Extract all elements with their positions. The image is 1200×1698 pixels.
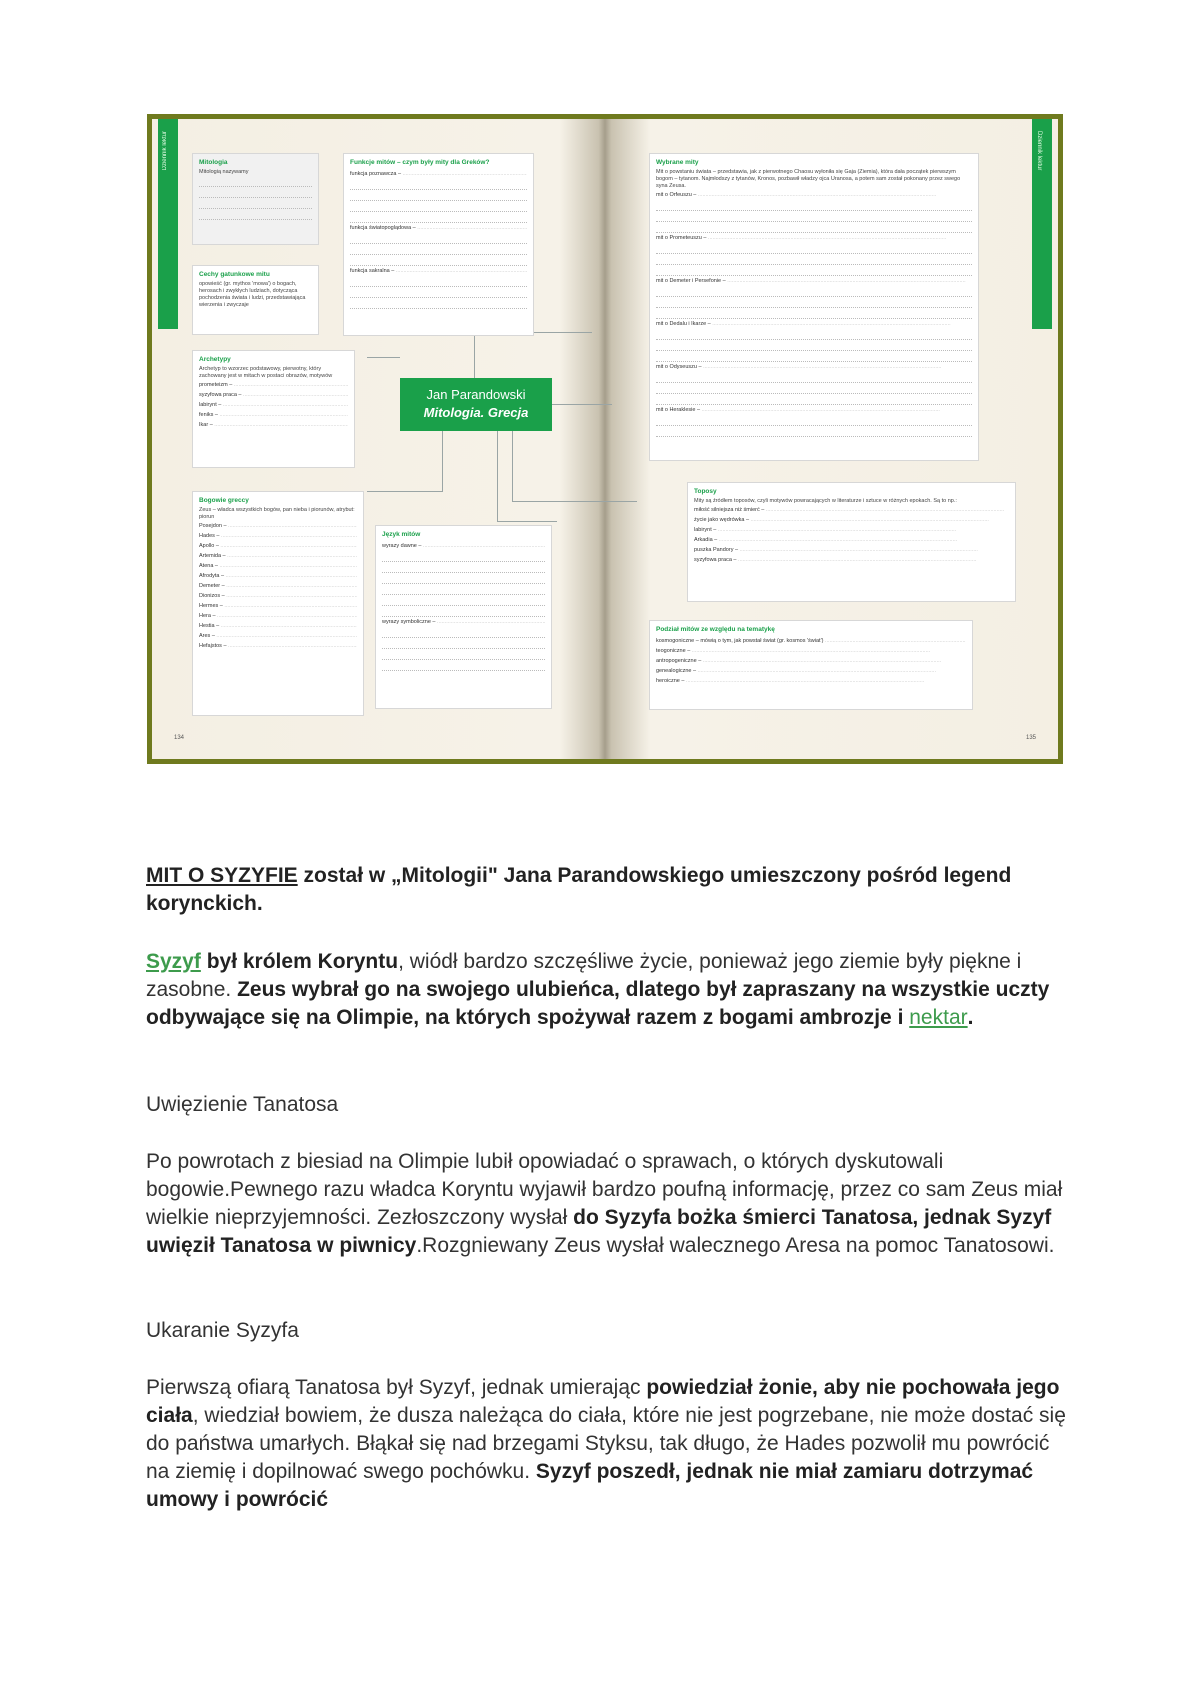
box-jezyk: Język mitów wyrazy dawne – ..... wyrazy symboliczne – .....	[375, 525, 552, 709]
center-title: Mitologia. Grecja	[423, 405, 529, 420]
box-mitologia: Mitologia Mitologią nazywamy	[192, 153, 319, 245]
list-item: funkcja poznawcza – .....	[350, 169, 527, 179]
list-item: antropogeniczne – .....	[656, 656, 966, 666]
list-item: Hera – .....	[199, 611, 357, 621]
list-item: Apollo – .....	[199, 541, 357, 551]
connector	[497, 431, 498, 521]
list-item: wyrazy symboliczne – .....	[382, 617, 545, 627]
box-cechy: Cechy gatunkowe mitu opowieść (gr. mythos 'mowa') o bogach, herosach i zwykłych ludziach, dotycząca pochodzenia świata i ludzi, przedstawiająca wierzenia i zwyczaje	[192, 265, 319, 335]
list-item: Hefajstos – .....	[199, 641, 357, 651]
paragraph-syzyf: Syzyf był królem Koryntu, wiódł bardzo szczęśliwe życie, ponieważ jego ziemie były piękne i zasobne. Zeus wybrał go na swojego ulubieńca, dlatego był zapraszany na wszystkie uczty odbywające się na Olimpie, na których spożywał razem z bogami ambrozje i nektar.	[146, 950, 1050, 1029]
list-item: Demeter – .....	[199, 581, 357, 591]
list-item: Ares – .....	[199, 631, 357, 641]
list-item: Afrodyta – .....	[199, 571, 357, 581]
box-funkcje: Funkcje mitów – czym były mity dla Greków? funkcja poznawcza – ..... funkcja światopoglądowa – ..... funkcja sakralna – .....	[343, 153, 534, 336]
list-item: życie jako wędrówka – .....	[694, 515, 1009, 525]
left-tab: Dziennik lektur	[158, 119, 178, 329]
connector	[497, 521, 557, 522]
center-author: Jan Parandowski	[426, 387, 526, 402]
paragraph-intro: MIT O SYZYFIE został w „Mitologii" Jana Parandowskiego umieszczony pośród legend korynckich.	[146, 864, 1012, 915]
list-item: prometeizm – .....	[199, 380, 348, 390]
list-item: mit o Demeter i Persefonie – .....	[656, 276, 972, 286]
list-item: genealogiczne – .....	[656, 666, 966, 676]
list-item: teogoniczne – .....	[656, 646, 966, 656]
list-item: mit o Orfeuszu – .....	[656, 190, 972, 200]
list-item: Dionizos – .....	[199, 591, 357, 601]
heading-ukaranie: Ukaranie Syzyfa	[146, 1319, 299, 1342]
paragraph-ukaranie: Pierwszą ofiarą Tanatosa był Syzyf, jednak umierając powiedział żonie, aby nie pochowała jego ciała, wiedział bowiem, że dusza należąca do ciała, które nie jest pogrzebane, nie może dostać się do państwa umarłych. Błąkał się nad brzegami Styksu, tak długo, że Hades pozwolił mu powrócić na ziemię i dopilnować swego pochówku. Syzyf poszedł, jednak nie miał zamiaru dotrzymać umowy i powrócić	[146, 1376, 1066, 1511]
connector	[474, 332, 475, 378]
list-item: mit o Prometeuszu – .....	[656, 233, 972, 243]
list-item: feniks – .....	[199, 410, 348, 420]
connector	[512, 501, 637, 502]
list-item: Hermes – .....	[199, 601, 357, 611]
box-bogowie: Bogowie greccy Zeus – władca wszystkich bogów, pan nieba i piorunów, atrybut: piorun Posejdon – ..... Hades – ..... Apollo – ..... Artemida – ..... Atena – ..... Afrodyta – ..... Demeter – ..... Dionizos – ..... Hermes – ..... Hera – ..... Hestia – ..... Ares – ..... Hefajstos – .....	[192, 491, 364, 716]
box-archetypy: Archetypy Archetyp to wzorzec podstawowy, pierwotny, który zachowany jest w mitach w postaci obrazów, motywów prometeizm – ..... syzyfowa praca – ..... labirynt – ..... feniks – ..... Ikar – .....	[192, 350, 355, 468]
list-item: Artemida – .....	[199, 551, 357, 561]
notebook-image	[147, 114, 1063, 764]
heading-uwiezienie: Uwięzienie Tanatosa	[146, 1093, 339, 1116]
list-item: puszka Pandory – .....	[694, 545, 1009, 555]
connector	[512, 431, 513, 501]
connector	[367, 491, 443, 492]
list-item: funkcja światopoglądowa – .....	[350, 223, 527, 233]
list-item: mit o Odyseuszu – .....	[656, 362, 972, 372]
link-nektar[interactable]: nektar	[909, 1006, 968, 1029]
box-podzial: Podział mitów ze względu na tematykę kosmogoniczne – mówią o tym, jak powstał świat (gr. kosmos 'świat') ..... teogoniczne – ..... antropogeniczne – ..... genealogiczne – ..... heroiczne – .....	[649, 620, 973, 710]
list-item: Posejdon – .....	[199, 521, 357, 531]
link-syzyf[interactable]: Syzyf	[146, 950, 201, 973]
underlined-title: MIT O SYZYFIE	[146, 864, 298, 887]
list-item: Atena – .....	[199, 561, 357, 571]
list-item: labirynt – .....	[694, 525, 1009, 535]
page-number-right: 135	[1025, 735, 1036, 741]
list-item: heroiczne – .....	[656, 676, 966, 686]
box-toposy: Toposy Mity są źródłem toposów, czyli motywów powracających w literaturze i sztuce w różnych epokach. Są to np.: miłość silniejsza niż śmierć – ..... życie jako wędrówka – ..... labirynt – ..... Arkadia – ..... puszka Pandory – ..... syzyfowa praca – .....	[687, 482, 1016, 602]
page-number-left: 134	[174, 735, 185, 741]
list-item: mit o Heraklesie – .....	[656, 405, 972, 415]
list-item: funkcja sakralna – .....	[350, 266, 527, 276]
connector	[442, 431, 443, 491]
box-wybrane-mity: Wybrane mity Mit o powstaniu świata – przedstawia, jak z pierwotnego Chaosu wyłoniła się Gaja (Ziemia), która dała początek pierwszym bogom – tytanom. Najmłodszy z tytanów, Kronos, pozbawił władzy ojca Uranosa, a potem sam został pokonany przez swego syna Zeusa. mit o Orfeuszu – ..... mit o Prometeuszu – ..... mit o Demeter i Persefonie – ..... mit o Dedalu i Ikarze – ..... mit o Odyseuszu – ..... mit o Heraklesie – .....	[649, 153, 979, 461]
list-item: Hestia – .....	[199, 621, 357, 631]
center-title-box	[400, 378, 552, 431]
list-item: mit o Dedalu i Ikarze – .....	[656, 319, 972, 329]
right-tab: Dziennik lektur	[1032, 119, 1052, 329]
list-item: kosmogoniczne – mówią o tym, jak powstał świat (gr. kosmos 'świat') .....	[656, 636, 966, 646]
list-item: syzyfowa praca – .....	[199, 390, 348, 400]
list-item: syzyfowa praca – .....	[694, 555, 1009, 565]
list-item: wyrazy dawne – .....	[382, 541, 545, 551]
paragraph-tanatos: Po powrotach z biesiad na Olimpie lubił opowiadać o sprawach, o których dyskutowali bogowie.Pewnego razu władca Koryntu wyjawił bardzo poufną informację, przez co sam Zeus miał wielkie nieprzyjemności. Zezłoszczony wysłał do Syzyfa bożka śmierci Tanatosa, jednak Syzyf uwięził Tanatosa w piwnicy.Rozgniewany Zeus wysłał walecznego Aresa na pomoc Tanatosowi.	[146, 1150, 1063, 1257]
list-item: Hades – .....	[199, 531, 357, 541]
connector	[367, 357, 400, 358]
list-item: Ikar – .....	[199, 420, 348, 430]
list-item: labirynt – .....	[199, 400, 348, 410]
notebook-spread	[152, 119, 1058, 759]
list-item: Arkadia – .....	[694, 535, 1009, 545]
connector	[552, 404, 612, 405]
list-item: miłość silniejsza niż śmierć – .....	[694, 505, 1009, 515]
